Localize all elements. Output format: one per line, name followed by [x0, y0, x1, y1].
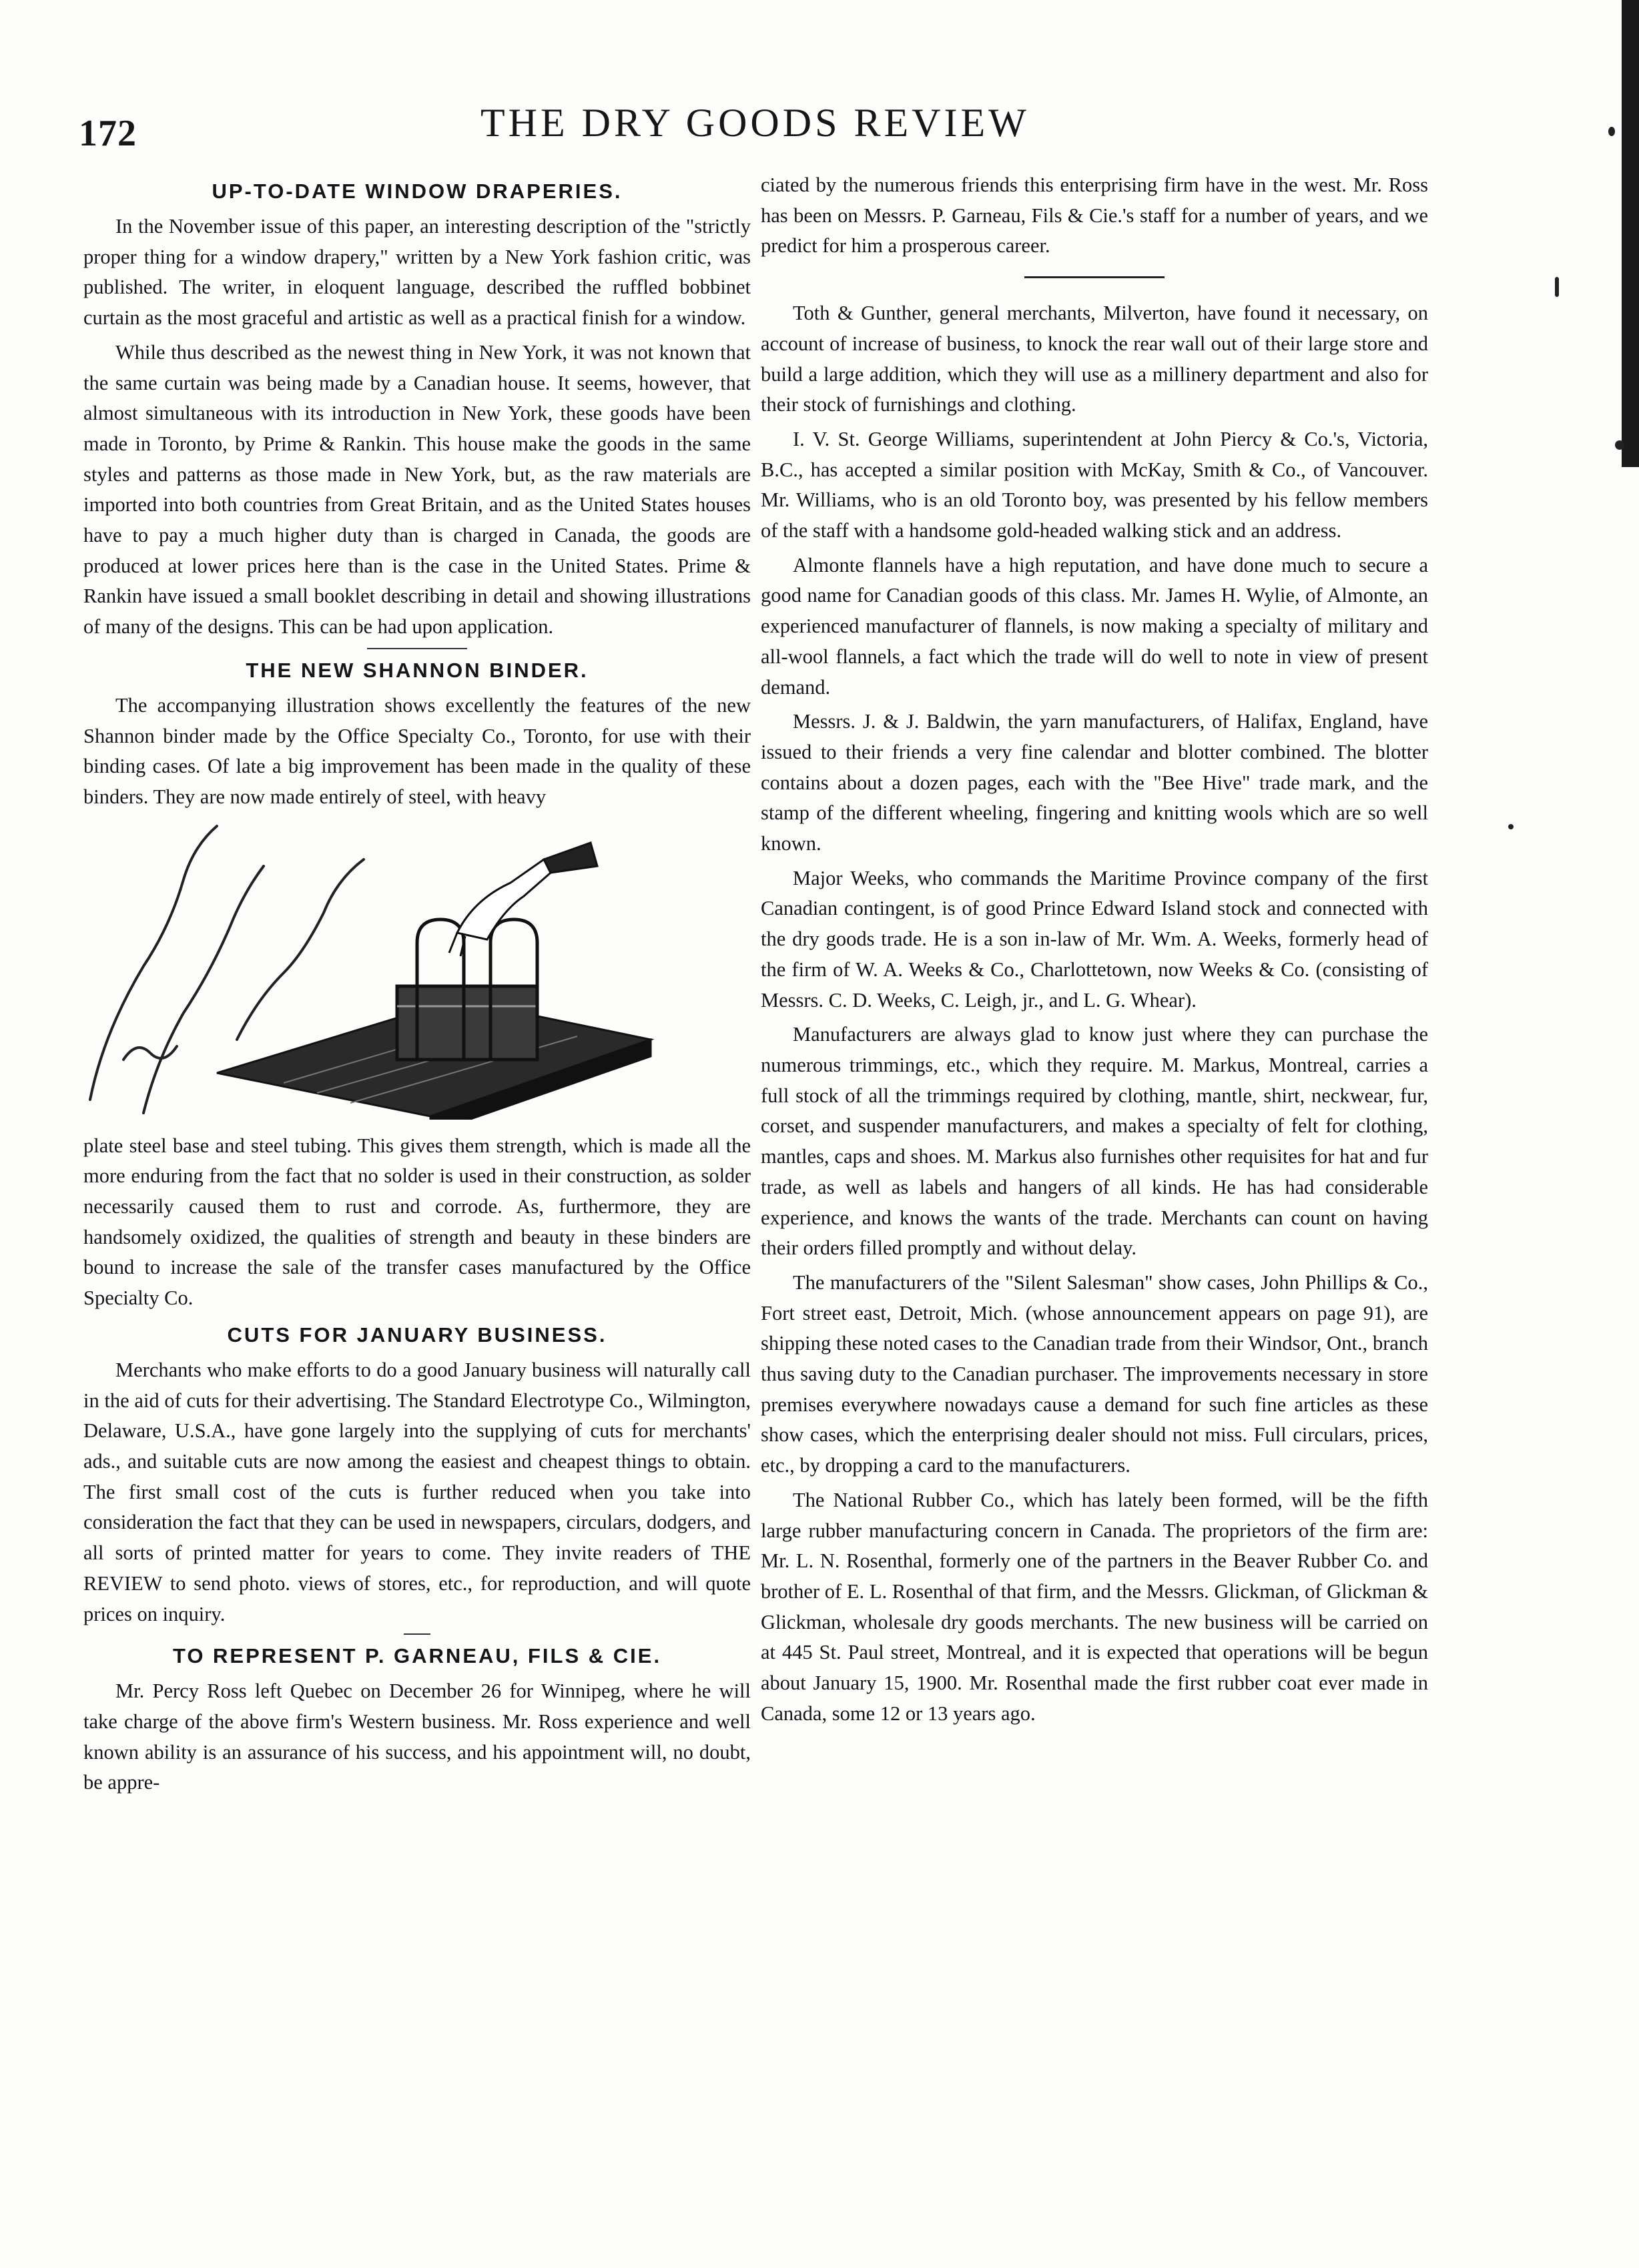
margin-speck	[1615, 440, 1624, 450]
page-number: 172	[79, 113, 137, 154]
hand-and-cuff	[449, 843, 597, 956]
news-item: Major Weeks, who commands the Maritime Province company of the first Canadian contingent, is of good Prince Edward Island stock and connected with the dry goods trade. He is a son in-law of Mr. Wm. A. Weeks, formerly head of the firm of W. A. Weeks & Co., Charlottetown, now Weeks & Co. (consisting of Messrs. C. D. Weeks, C. Leigh, jr., and L. G. Whear).	[761, 866, 1428, 1012]
page-edge-shadow	[1622, 0, 1639, 467]
section-title-shannon-binder: THE NEW SHANNON BINDER.	[246, 658, 589, 682]
section-title-january-cuts: CUTS FOR JANUARY BUSINESS.	[227, 1322, 607, 1347]
article-paragraph: Mr. Percy Ross left Quebec on December 26 for Winnipeg, where he will take charge of the above firm's Western business. Mr. Ross experience and well known ability is an assurance of his success, and his appointment will, no doubt, be appre-	[83, 1679, 751, 1794]
section-title-garneau: TO REPRESENT P. GARNEAU, FILS & CIE.	[172, 1644, 662, 1668]
margin-speck	[1508, 824, 1514, 829]
page-header	[0, 100, 1639, 153]
section-title-window-draperies: UP-TO-DATE WINDOW DRAPERIES.	[212, 179, 623, 203]
binder-clamp	[397, 919, 537, 1060]
section-divider	[367, 648, 467, 649]
section-divider	[1024, 276, 1165, 278]
news-item: Toth & Gunther, general merchants, Milverton, have found it necessary, on account of increase of business, to knock the rear wall out of their large store and build a large addition, which they will use as a millinery department and also for their stock of furnishings and clothing.	[761, 302, 1428, 416]
left-column	[83, 170, 751, 1802]
article-paragraph: The accompanying illustration shows excellently the features of the new Shannon binder made by the Office Specialty Co., Toronto, for use with their binding cases. Of late a big improvement has been made in the quality of these binders. They are now made entirely of steel, with heavy	[83, 693, 751, 808]
publication-title: THE DRY GOODS REVIEW	[480, 101, 1030, 145]
article-paragraph: ciated by the numerous friends this enterprising firm have in the west. Mr. Ross has been on Messrs. P. Garneau, Fils & Cie.'s staff for a number of years, and we predict for him a prosperous career.	[761, 173, 1428, 258]
article-paragraph: In the November issue of this paper, an interesting description of the "strictly proper thing for a window drapery," written by a New York fashion critic, was published. The writer, in eloquent language, described the ruffled bobbinet curtain as the most graceful and artistic as well as a practical finish for a window.	[83, 215, 751, 330]
binder-illustration	[83, 819, 724, 1120]
news-item: Almonte flannels have a high reputation, and have done much to secure a good name for Canadian goods of this class. Mr. James H. Wylie, of Almonte, an experienced manufacturer of flannels, is now making a specialty of military and all-wool flannels, a fact which the trade will do well to note in view of present demand.	[761, 553, 1428, 699]
article-paragraph: plate steel base and steel tubing. This gives them strength, which is made all the more enduring from the fact that no solder is used in their construction, as solder necessarily caused them to rust and corrode. As, furthermore, they are handsomely oxidized, the qualities of strength and beauty in these binders are bound to increase the sale of the transfer cases manufactured by the Office Specialty Co.	[83, 1134, 751, 1310]
section-divider	[404, 1633, 430, 1635]
margin-speck	[1555, 277, 1559, 297]
right-column	[761, 170, 1428, 1733]
article-paragraph: Merchants who make efforts to do a good January business will naturally call in the aid of cuts for their advertising. The Standard Electrotype Co., Wilmington, Delaware, U.S.A., have gone largely into the supplying of cuts for merchants' ads., and suitable cuts are now among the easiest and cheapest things to obtain. The first small cost of the cuts is further reduced when you take into consideration the fact that they can be used in newspapers, circulars, dodgers, and all sorts of printed matter for years to come. They invite readers of THE REVIEW to send photo. views of stores, etc., for reproduction, and will quote prices on inquiry.	[83, 1358, 751, 1625]
article-paragraph: While thus described as the newest thing in New York, it was not known that the same curtain was being made by a Canadian house. It seems, however, that almost simultaneous with its introduction in New York, these goods have been made in Toronto, by Prime & Rankin. This house make the goods in the same styles and patterns as those made in New York, but, as the raw materials are imported into both countries from Great Britain, and as the United States houses have to pay a much higher duty than is charged in Canada, the goods are produced at lower prices here than is the case in the United States. Prime & Rankin have issued a small booklet describing in detail and showing illustrations of many of the designs. This can be had upon application.	[83, 340, 751, 639]
news-item: Manufacturers are always glad to know just where they can purchase the numerous trimmings, etc., which they require. M. Markus, Montreal, carries a full stock of all the trimmings required by clothing, mantle, shirt, neckwear, fur, corset, and suspender manufacturers, and makes a specialty of felt for clothing, mantles, caps and shoes. M. Markus also furnishes other requisites for hat and fur trade, as well as labels and hangers of all kinds. He has had considerable experience, and knows the wants of the trade. Merchants can count on having their orders filled promptly and without delay.	[761, 1023, 1428, 1260]
news-item: The manufacturers of the "Silent Salesman" show cases, John Phillips & Co., Fort street east, Detroit, Mich. (whose announcement appears on page 91), are shipping these noted cases to the Canadian trade from their Windsor, Ont., branch thus saving duty to the Canadian purchaser. The improvements necessary in store premises everywhere nowadays cause a demand for such fine articles as these show cases, which the enterprising dealer should not miss. Full circulars, prices, etc., by dropping a card to the manufacturers.	[761, 1270, 1428, 1477]
news-item: Messrs. J. & J. Baldwin, the yarn manufacturers, of Halifax, England, have issued to their friends a very fine calendar and blotter combined. The blotter contains about a dozen pages, each with the "Bee Hive" trade mark, and the stamp of the different wheeling, fingering and knitting wools which are so well known.	[761, 710, 1428, 855]
news-item: I. V. St. George Williams, superintendent at John Piercy & Co.'s, Victoria, B.C., has accepted a similar position with McKay, Smith & Co., of Vancouver. Mr. Williams, who is an old Toronto boy, was presented by his fellow members of the staff with a handsome gold-headed walking stick and an address.	[761, 427, 1428, 542]
news-item: The National Rubber Co., which has lately been formed, will be the fifth large rubber manufacturing concern in Canada. The proprietors of the firm are: Mr. L. N. Rosenthal, formerly one of the partners in the Beaver Rubber Co. and brother of E. L. Rosenthal of that firm, and the Messrs. Glickman, of Glickman & Glickman, wholesale dry goods merchants. The new business will be carried on at 445 St. Paul street, Montreal, and it is expected that operations will be begun about January 15, 1900. Mr. Rosenthal made the first rubber coat ever made in Canada, some 12 or 13 years ago.	[761, 1488, 1428, 1725]
